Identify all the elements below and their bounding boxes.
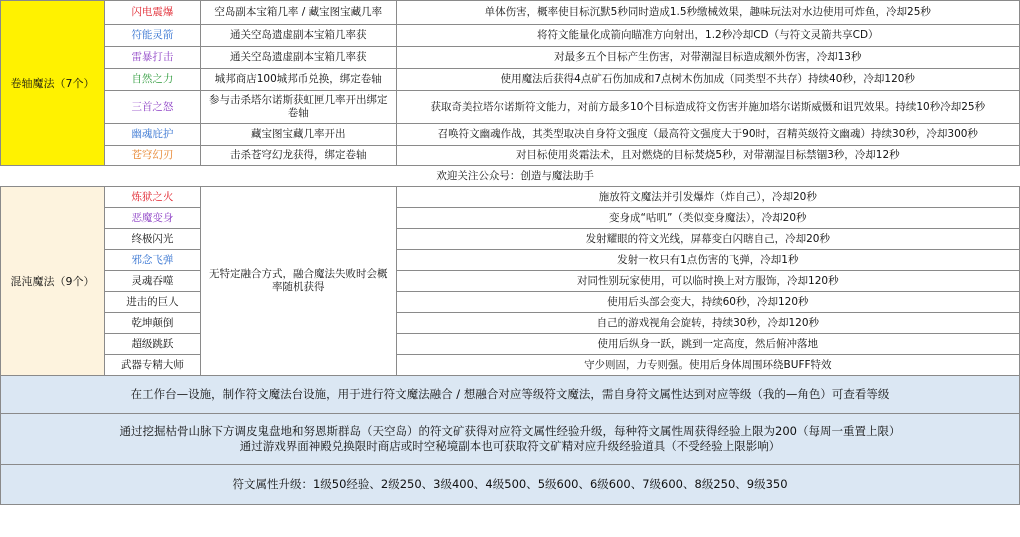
magic-effect: 发射耀眼的符文光线，屏幕变白闪瞎自己，冷却20秒 (396, 229, 1019, 250)
scroll-magic-row (1, 1, 1020, 25)
magic-effect: 对目标使用炎霜法术，且对燃烧的目标焚烧5秒，对带潮湿目标禁锢3秒，冷却12秒 (396, 146, 1019, 166)
chaos-magic-row (1, 313, 1020, 334)
magic-name: 炼狱之火 (104, 187, 200, 208)
magic-effect: 守少则固，力专则强。使用后身体周围环绕BUFF特效 (396, 355, 1019, 376)
magic-source: 城邦商店100城邦币兑换，绑定卷轴 (200, 69, 396, 91)
magic-name: 恶魔变身 (104, 208, 200, 229)
magic-name: 符能灵箭 (104, 25, 200, 47)
magic-name: 进击的巨人 (104, 292, 200, 313)
scroll-magic-row (1, 25, 1020, 47)
category-cell: 卷轴魔法（7个） (1, 1, 105, 166)
magic-source: 无特定融合方式，融合魔法失败时会概率随机获得 (200, 187, 396, 376)
magic-effect: 召唤符文幽魂作战，其类型取决自身符文强度（最高符文强度大于90时，召精英级符文幽魂）持续30秒，冷却300秒 (396, 124, 1019, 146)
chaos-magic-row (1, 292, 1020, 313)
magic-effect: 将符文能量化成箭向瞄准方向射出，1.2秒冷却CD（与符文灵箭共享CD） (396, 25, 1019, 47)
scroll-magic-row (1, 47, 1020, 69)
magic-name: 自然之力 (104, 69, 200, 91)
magic-effect: 对最多五个目标产生伤害，对带潮湿目标造成额外伤害，冷却13秒 (396, 47, 1019, 69)
magic-effect: 单体伤害，概率使目标沉默5秒同时造成1.5秒缴械效果，趣味玩法对水边使用可炸鱼，冷却25秒 (396, 1, 1019, 25)
scroll-magic-row (1, 146, 1020, 166)
scroll-magic-row (1, 69, 1020, 91)
notice-section (1, 166, 1020, 187)
chaos-magic-row (1, 208, 1020, 229)
magic-name: 邪念飞弹 (104, 250, 200, 271)
magic-source: 通关空岛遗虚副本宝箱几率获 (200, 47, 396, 69)
scroll-magic-section (1, 1, 1020, 166)
ore-info-line-1: 通过挖掘枯骨山脉下方调皮鬼盘地和努恩斯群岛（天空岛）的符文矿获得对应符文属性经验升级，每种符文属性周获得经验上限为200（每周一重置上限） (119, 424, 901, 438)
magic-source: 击杀苍穹幻龙获得，绑定卷轴 (200, 146, 396, 166)
magic-effect: 对同性别玩家使用，可以临时换上对方服饰，冷却120秒 (396, 271, 1019, 292)
magic-effect: 获取奇美拉塔尔诺斯符文能力，对前方最多10个目标造成符文伤害并施加塔尔诺斯威慑和诅咒效果。持续10秒冷却25秒 (396, 91, 1019, 124)
info-section (1, 376, 1020, 505)
chaos-magic-row (1, 187, 1020, 208)
chaos-magic-section (1, 187, 1020, 376)
magic-name: 三首之怒 (104, 91, 200, 124)
magic-name: 雷暴打击 (104, 47, 200, 69)
ore-info-line-2: 通过游戏界面神殿兑换限时商店或时空秘境副本也可获取符文矿精对应升级经验道具（不受经验上限影响） (239, 439, 781, 453)
category-cell: 混沌魔法（9个） (1, 187, 105, 376)
magic-effect: 发射一枚只有1点伤害的飞弹，冷却1秒 (396, 250, 1019, 271)
magic-name: 灵魂吞噬 (104, 271, 200, 292)
magic-name: 终极闪光 (104, 229, 200, 250)
magic-name: 武器专精大师 (104, 355, 200, 376)
magic-effect: 使用后头部会变大，持续60秒，冷却120秒 (396, 292, 1019, 313)
workbench-info: 在工作台—设施，制作符文魔法台设施，用于进行符文魔法融合 / 想融合对应等级符文魔法，需自身符文属性达到对应等级（我的—角色）可查看等级 (1, 376, 1020, 414)
magic-name: 闪电震爆 (104, 1, 200, 25)
magic-effect: 变身成“咕叽”（类似变身魔法），冷却20秒 (396, 208, 1019, 229)
chaos-magic-row (1, 355, 1020, 376)
magic-effect: 使用后纵身一跃，跳到一定高度，然后俯冲落地 (396, 334, 1019, 355)
chaos-magic-row (1, 250, 1020, 271)
magic-name: 乾坤颠倒 (104, 313, 200, 334)
chaos-magic-row (1, 271, 1020, 292)
magic-effect: 使用魔法后获得4点矿石伤加成和7点树木伤加成（同类型不共存）持续40秒，冷却120秒 (396, 69, 1019, 91)
magic-name: 幽魂庇护 (104, 124, 200, 146)
notice-text: 欢迎关注公众号：创造与魔法助手 (200, 166, 1019, 187)
scroll-magic-row (1, 124, 1020, 146)
upgrade-info: 符文属性升级：1级50经验、2级250、3级400、4级500、5级600、6级600、7级600、8级250、9级350 (1, 465, 1020, 505)
magic-source: 通关空岛遗虚副本宝箱几率获 (200, 25, 396, 47)
magic-effect: 施放符文魔法并引发爆炸（炸自己），冷却20秒 (396, 187, 1019, 208)
magic-source: 空岛副本宝箱几率 / 藏宝图宝藏几率 (200, 1, 396, 25)
ore-info (1, 414, 1020, 465)
magic-effect: 自己的游戏视角会旋转，持续30秒，冷却120秒 (396, 313, 1019, 334)
chaos-magic-row (1, 334, 1020, 355)
magic-source: 参与击杀塔尔诺斯获虹匣几率开出绑定卷轴 (200, 91, 396, 124)
magic-name: 苍穹幻刃 (104, 146, 200, 166)
scroll-magic-row (1, 91, 1020, 124)
magic-name: 超级跳跃 (104, 334, 200, 355)
chaos-magic-row (1, 229, 1020, 250)
magic-source: 藏宝图宝藏几率开出 (200, 124, 396, 146)
